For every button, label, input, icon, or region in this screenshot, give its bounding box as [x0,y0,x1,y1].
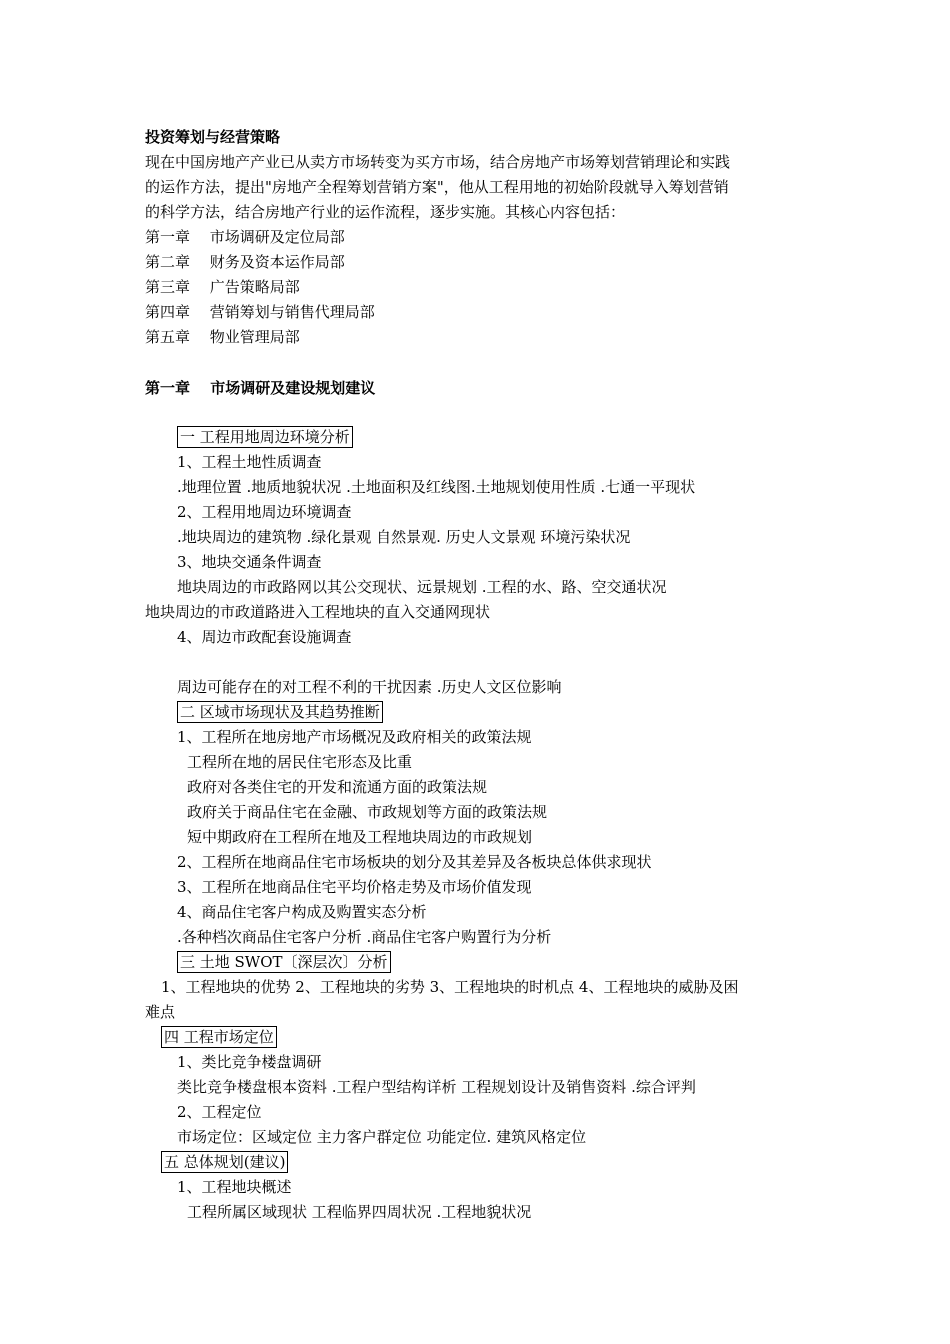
s1-item-6: 地块周边的市政路网以其公交现状、远景规划 .工程的水、路、空交通状况 [177,578,667,596]
s3-item-2: 难点 [145,1003,176,1021]
s4-item-3: 2、工程定位 [177,1103,262,1121]
toc-item-1: 第一章 市场调研及定位局部 [145,228,345,246]
s2-item-2: 工程所在地的居民住宅形态及比重 [187,753,413,771]
toc-item-5: 第五章 物业管理局部 [145,328,300,346]
s2-item-8: 4、商品住宅客户构成及购置实态分析 [177,903,427,921]
s2-item-5: 短中期政府在工程所在地及工程地块周边的市政规划 [187,828,533,846]
toc-item-4: 第四章 营销筹划与销售代理局部 [145,303,375,321]
s2-item-3: 政府对各类住宅的开发和流通方面的政策法规 [187,778,488,796]
intro-line-3: 的科学方法，结合房地产行业的运作流程，逐步实施。其核心内容包括： [145,203,626,221]
section-title-5: 五 总体规划(建议) [161,1151,288,1173]
s4-item-4: 市场定位：区域定位 主力客户群定位 功能定位. 建筑风格定位 [177,1128,587,1146]
s5-item-2: 工程所属区域现状 工程临界四周状况 .工程地貌状况 [187,1203,532,1221]
s4-item-2: 类比竞争楼盘根本资料 .工程户型结构详析 工程规划设计及销售资料 .综合评判 [177,1078,696,1096]
s1-item-9: 周边可能存在的对工程不利的干扰因素 .历史人文区位影响 [177,678,562,696]
s2-item-9: .各种档次商品住宅客户分析 .商品住宅客户购置行为分析 [177,928,552,946]
s1-item-8: 4、周边市政配套设施调查 [177,628,352,646]
s4-item-1: 1、类比竞争楼盘调研 [177,1053,322,1071]
s1-item-3: 2、工程用地周边环境调查 [177,503,352,521]
s3-item-1: 1、工程地块的优势 2、工程地块的劣势 3、工程地块的时机点 4、工程地块的威胁及困 [161,978,739,996]
section-title-3: 三 土地 SWOT〔深层次〕分析 [177,951,391,973]
doc-title: 投资筹划与经营策略 [145,128,281,146]
s2-item-1: 1、工程所在地房地产市场概况及政府相关的政策法规 [177,728,532,746]
s2-item-7: 3、工程所在地商品住宅平均价格走势及市场价值发现 [177,878,532,896]
s5-item-1: 1、工程地块概述 [177,1178,292,1196]
chapter1-heading: 第一章 市场调研及建设规划建议 [145,379,376,397]
s2-item-6: 2、工程所在地商品住宅市场板块的划分及其差异及各板块总体供求现状 [177,853,652,871]
s1-item-1: 1、工程土地性质调查 [177,453,322,471]
intro-line-2: 的运作方法，提出"房地产全程筹划营销方案"，他从工程用地的初始阶段就导入筹划营销 [145,178,729,196]
s1-item-4: .地块周边的建筑物 .绿化景观 自然景观. 历史人文景观 环境污染状况 [177,528,631,546]
toc-item-3: 第三章 广告策略局部 [145,278,300,296]
section-title-1: 一 工程用地周边环境分析 [177,426,353,448]
intro-line-1: 现在中国房地产产业已从卖方市场转变为买方市场，结合房地产市场筹划营销理论和实践 [145,153,731,171]
toc-item-2: 第二章 财务及资本运作局部 [145,253,345,271]
section-title-4: 四 工程市场定位 [161,1026,277,1048]
s1-item-2: .地理位置 .地质地貌状况 .土地面积及红线图.土地规划使用性质 .七通一平现状 [177,478,696,496]
s2-item-4: 政府关于商品住宅在金融、市政规划等方面的政策法规 [187,803,548,821]
s1-item-7: 地块周边的市政道路进入工程地块的直入交通网现状 [145,603,491,621]
section-title-2: 二 区域市场现状及其趋势推断 [177,701,383,723]
s1-item-5: 3、地块交通条件调查 [177,553,322,571]
